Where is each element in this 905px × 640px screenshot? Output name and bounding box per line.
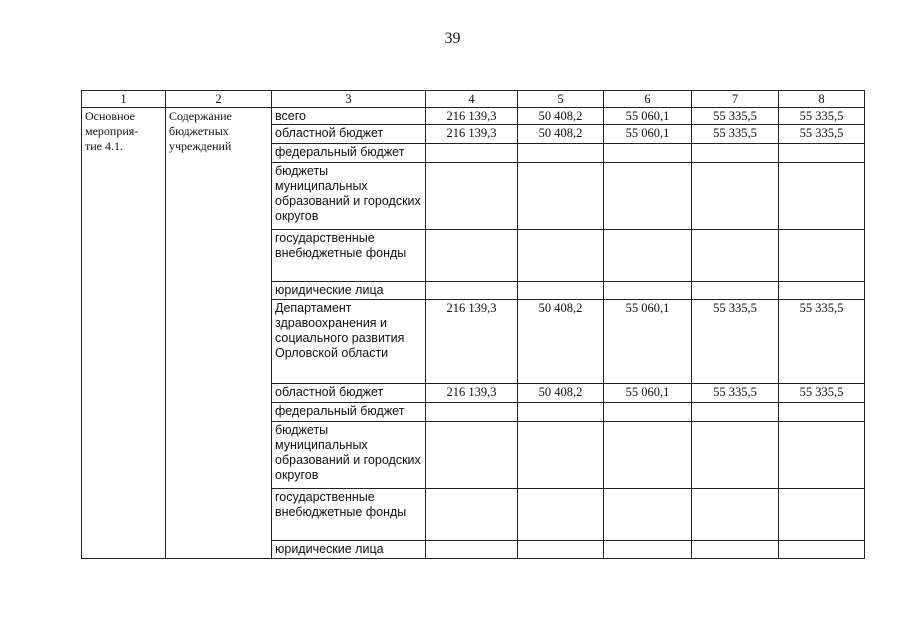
header-cell: 7 xyxy=(692,91,779,108)
row-label: государственные внебюджетные фонды xyxy=(272,230,426,282)
value-cell: 55 335,5 xyxy=(692,300,779,384)
budget-table xyxy=(81,90,865,559)
row-label: областной бюджет xyxy=(272,125,426,144)
value-cell xyxy=(604,144,692,163)
row-label: государственные внебюджетные фонды xyxy=(272,489,426,541)
value-cell xyxy=(779,403,865,422)
header-cell: 6 xyxy=(604,91,692,108)
event-line: мероприя- xyxy=(85,124,139,138)
row-label: юридические лица xyxy=(272,541,426,559)
value-cell xyxy=(426,144,518,163)
page-number: 39 xyxy=(444,30,461,47)
header-cell: 4 xyxy=(426,91,518,108)
value-cell xyxy=(779,163,865,230)
row-label: областной бюджет xyxy=(272,384,426,403)
value-cell: 216 139,3 xyxy=(426,300,518,384)
value-cell: 216 139,3 xyxy=(426,108,518,125)
value-cell xyxy=(426,230,518,282)
value-cell xyxy=(518,422,604,489)
row-label: Департамент здравоохранения и социального развития Орловской области xyxy=(272,300,426,384)
content-line: учреждений xyxy=(169,139,232,153)
value-cell xyxy=(692,230,779,282)
value-cell xyxy=(779,422,865,489)
value-cell: 50 408,2 xyxy=(518,300,604,384)
value-cell xyxy=(692,422,779,489)
value-cell: 50 408,2 xyxy=(518,125,604,144)
value-cell xyxy=(604,489,692,541)
value-cell xyxy=(779,230,865,282)
value-cell: 55 060,1 xyxy=(604,108,692,125)
value-cell: 55 335,5 xyxy=(692,108,779,125)
value-cell xyxy=(692,541,779,559)
header-cell: 2 xyxy=(166,91,272,108)
value-cell xyxy=(604,422,692,489)
value-cell xyxy=(692,489,779,541)
row-label: федеральный бюджет xyxy=(272,403,426,422)
value-cell: 216 139,3 xyxy=(426,384,518,403)
event-cell xyxy=(82,108,166,559)
value-cell xyxy=(779,541,865,559)
value-cell xyxy=(518,230,604,282)
value-cell xyxy=(518,489,604,541)
row-label: федеральный бюджет xyxy=(272,144,426,163)
content-line: Содержание xyxy=(169,109,232,123)
header-row xyxy=(82,91,865,108)
value-cell: 50 408,2 xyxy=(518,108,604,125)
event-line: тие 4.1. xyxy=(85,139,123,153)
value-cell xyxy=(426,541,518,559)
value-cell xyxy=(518,163,604,230)
row-label: юридические лица xyxy=(272,282,426,300)
value-cell xyxy=(518,144,604,163)
content-line: бюджетных xyxy=(169,124,229,138)
value-cell: 55 335,5 xyxy=(779,108,865,125)
value-cell xyxy=(426,422,518,489)
table-row xyxy=(82,108,865,125)
value-cell xyxy=(604,230,692,282)
value-cell xyxy=(426,282,518,300)
value-cell xyxy=(426,163,518,230)
value-cell xyxy=(426,403,518,422)
value-cell xyxy=(518,403,604,422)
value-cell xyxy=(426,489,518,541)
value-cell xyxy=(518,282,604,300)
value-cell: 216 139,3 xyxy=(426,125,518,144)
header-cell: 5 xyxy=(518,91,604,108)
value-cell: 55 335,5 xyxy=(692,125,779,144)
value-cell xyxy=(604,403,692,422)
value-cell xyxy=(692,403,779,422)
value-cell xyxy=(779,144,865,163)
row-label: всего xyxy=(272,108,426,125)
row-label: бюджеты муниципальных образований и городских округов xyxy=(272,422,426,489)
header-cell: 3 xyxy=(272,91,426,108)
value-cell xyxy=(692,144,779,163)
value-cell: 55 060,1 xyxy=(604,384,692,403)
value-cell: 55 335,5 xyxy=(779,300,865,384)
value-cell: 55 060,1 xyxy=(604,300,692,384)
value-cell xyxy=(604,541,692,559)
event-line: Основное xyxy=(85,109,135,123)
value-cell: 50 408,2 xyxy=(518,384,604,403)
value-cell xyxy=(604,282,692,300)
value-cell: 55 335,5 xyxy=(692,384,779,403)
row-label: бюджеты муниципальных образований и городских округов xyxy=(272,163,426,230)
value-cell xyxy=(604,163,692,230)
header-cell: 1 xyxy=(82,91,166,108)
value-cell: 55 060,1 xyxy=(604,125,692,144)
content-cell xyxy=(166,108,272,559)
value-cell xyxy=(779,282,865,300)
value-cell xyxy=(779,489,865,541)
header-cell: 8 xyxy=(779,91,865,108)
value-cell xyxy=(692,163,779,230)
value-cell: 55 335,5 xyxy=(779,384,865,403)
value-cell xyxy=(518,541,604,559)
value-cell xyxy=(692,282,779,300)
value-cell: 55 335,5 xyxy=(779,125,865,144)
